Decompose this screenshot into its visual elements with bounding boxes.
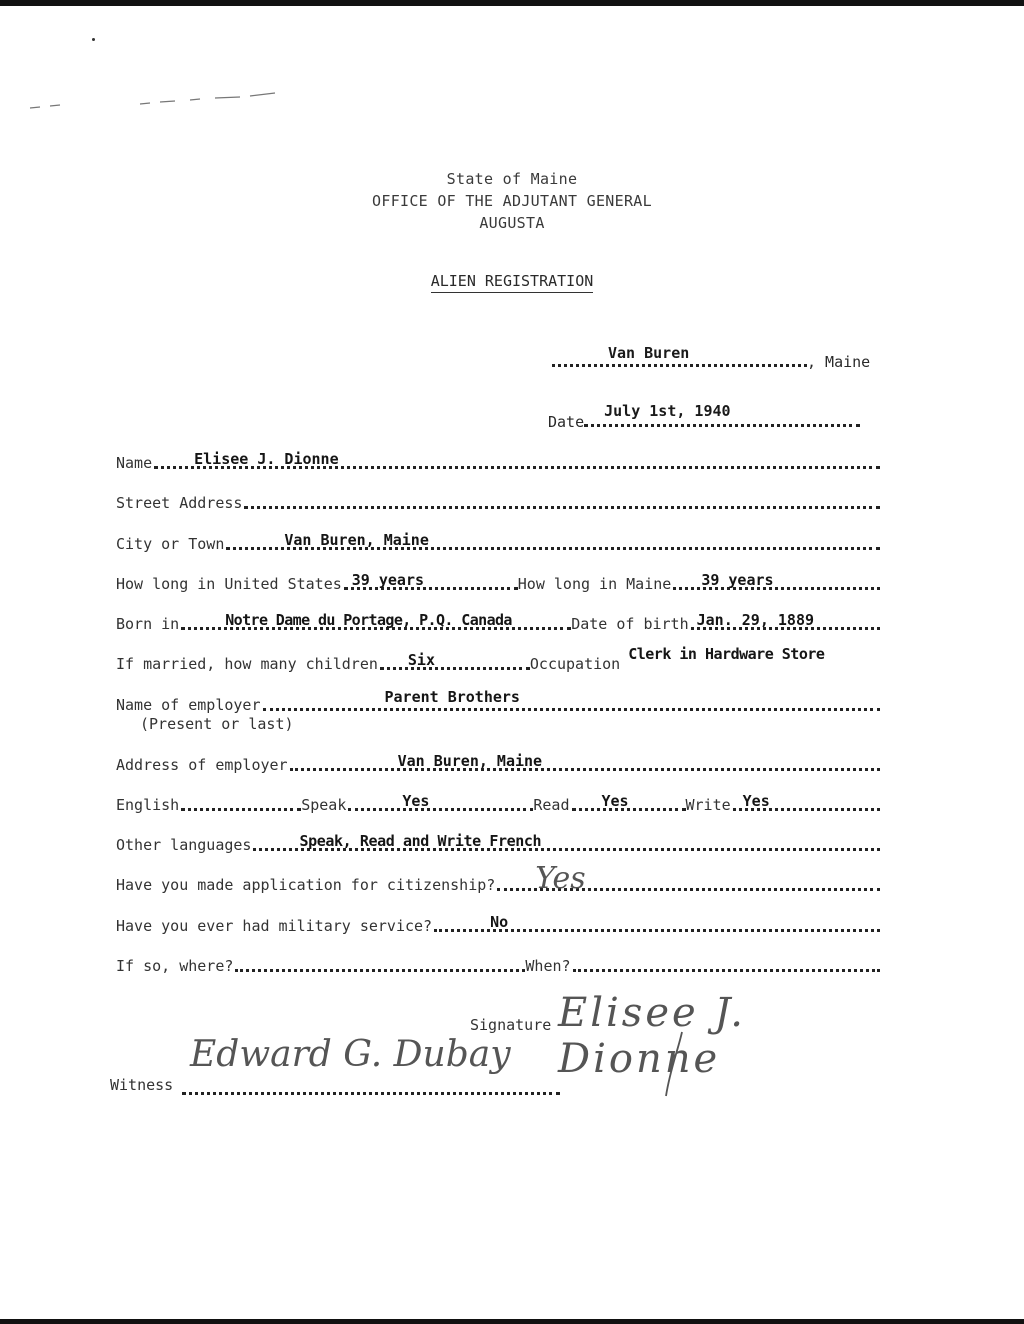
- field-other-languages-value: Speak, Read and Write French: [299, 832, 542, 850]
- field-other-languages-label: Other languages: [116, 836, 252, 854]
- field-speak-value: Yes: [402, 792, 430, 810]
- field-english-dots: [181, 796, 301, 811]
- field-english-label: English: [116, 796, 180, 814]
- field-when-label: When?: [525, 957, 571, 975]
- form-title-block: [0, 272, 1024, 293]
- field-dob-dots: [691, 611, 880, 630]
- date-line: [548, 402, 882, 431]
- field-occupation-label: Occupation: [529, 655, 621, 673]
- date-label: Date: [548, 413, 585, 431]
- date-dots: [584, 402, 860, 427]
- field-military-dots: [434, 913, 880, 932]
- field-military-value: No: [490, 913, 509, 931]
- field-other-languages: [116, 832, 880, 854]
- witness-area: [110, 1030, 570, 1100]
- field-dob-label: Date of birth: [571, 615, 689, 633]
- field-city-value: Van Buren, Maine: [284, 531, 429, 549]
- field-citizenship-value: Yes: [535, 861, 586, 896]
- field-occupation-dots: [622, 645, 880, 670]
- field-born-label: Born in: [116, 615, 180, 633]
- field-street-label: Street Address: [116, 494, 243, 512]
- field-where-dots: [235, 957, 525, 972]
- date-value: July 1st, 1940: [604, 402, 731, 420]
- header-line-city: AUGUSTA: [479, 214, 545, 232]
- field-children-value: Six: [407, 651, 435, 669]
- field-birth: [116, 611, 880, 633]
- field-write-value: Yes: [742, 792, 770, 810]
- field-military-label: Have you ever had military service?: [116, 917, 433, 935]
- signature-label: Signature: [470, 1016, 552, 1034]
- place-dots: [552, 344, 807, 367]
- field-name-value: Elisee J. Dionne: [194, 450, 339, 468]
- signature-value: Elisee J. Dionne: [558, 990, 747, 1082]
- scan-border-top: [0, 0, 1024, 6]
- field-employer-address: [116, 752, 880, 774]
- witness-value: Edward G. Dubay: [190, 1034, 511, 1075]
- scan-border-bottom: [0, 1319, 1024, 1324]
- field-street: [116, 490, 880, 512]
- field-citizenship: [116, 861, 880, 896]
- field-speak-dots: [348, 792, 533, 811]
- witness-label: Witness: [110, 1076, 174, 1094]
- field-children-label: If married, how many children: [116, 655, 378, 673]
- field-children-dots: [380, 651, 530, 670]
- field-write-dots: [733, 792, 880, 811]
- witness-dots: [182, 1084, 560, 1095]
- place-suffix: , Maine: [807, 353, 871, 371]
- field-employer-value: Parent Brothers: [384, 688, 520, 706]
- field-employer-label: Name of employer: [116, 696, 261, 714]
- field-employer-dots: [263, 688, 881, 711]
- field-employer-address-value: Van Buren, Maine: [397, 752, 543, 770]
- field-maine-years-value: 39 years: [701, 571, 774, 589]
- field-name-dots: [154, 450, 880, 469]
- field-name: [116, 450, 880, 472]
- field-city: [116, 531, 880, 553]
- field-maine-years-dots: [673, 571, 880, 590]
- signature-stroke: [660, 1030, 690, 1100]
- field-dob-value: Jan. 29, 1889: [696, 611, 815, 629]
- field-employer: [116, 688, 880, 714]
- field-city-label: City or Town: [116, 535, 225, 553]
- field-residence: [116, 571, 880, 593]
- field-where-label: If so, where?: [116, 957, 234, 975]
- field-speak-label: Speak: [301, 796, 347, 814]
- field-english: [116, 792, 880, 814]
- field-name-label: Name: [116, 454, 153, 472]
- header-line-office: OFFICE OF THE ADJUTANT GENERAL: [372, 192, 652, 210]
- field-read-dots: [572, 792, 686, 811]
- field-employer-sublabel: (Present or last): [140, 715, 294, 733]
- scan-dot: [92, 38, 95, 41]
- field-when-dots: [573, 957, 880, 972]
- scan-artifact-mark: [0, 90, 290, 120]
- field-us-years-value: 39 years: [351, 571, 425, 589]
- field-family: [116, 645, 880, 673]
- field-employer-address-dots: [290, 752, 880, 771]
- field-military: [116, 913, 880, 935]
- header-line-state: State of Maine: [446, 170, 578, 188]
- field-maine-years-label: How long in Maine: [517, 575, 672, 593]
- field-us-years-label: How long in United States: [116, 575, 342, 593]
- field-city-dots: [226, 531, 880, 550]
- field-born-dots: [181, 611, 571, 630]
- field-citizenship-dots: [497, 861, 880, 896]
- place-line: [552, 344, 882, 371]
- field-us-years-dots: [344, 571, 518, 590]
- field-occupation-value: Clerk in Hardware Store: [628, 645, 825, 663]
- field-citizenship-label: Have you made application for citizenship?: [116, 876, 496, 894]
- place-value: Van Buren: [608, 344, 690, 362]
- field-where: [116, 953, 880, 975]
- field-read-label: Read: [533, 796, 570, 814]
- field-born-value: Notre Dame du Portage, P.Q. Canada: [225, 611, 512, 629]
- field-write-label: Write: [685, 796, 731, 814]
- field-street-dots: [244, 494, 880, 509]
- form-title: ALIEN REGISTRATION: [431, 272, 594, 293]
- field-employer-address-label: Address of employer: [116, 756, 288, 774]
- field-other-languages-dots: [253, 832, 880, 851]
- field-read-value: Yes: [601, 792, 629, 810]
